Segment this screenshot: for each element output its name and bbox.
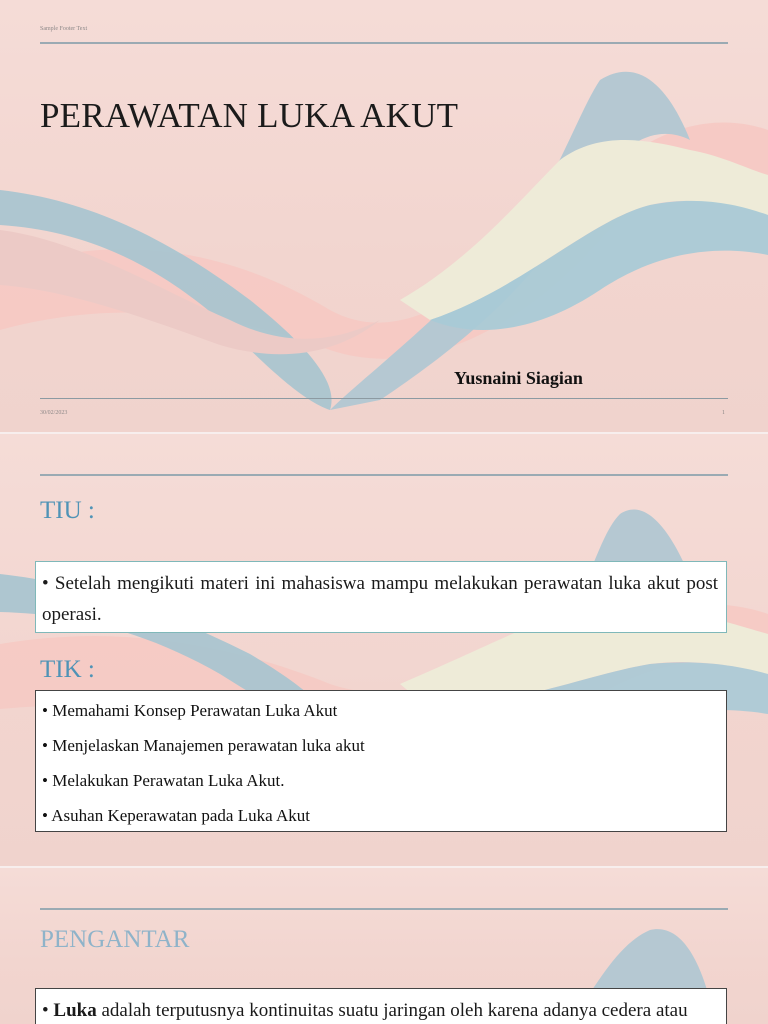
slide-2 xyxy=(0,434,768,866)
tiu-box xyxy=(35,561,727,633)
footer-text: Sample Footer Text xyxy=(40,26,88,32)
tik-item-text: Asuhan Keperawatan pada Luka Akut xyxy=(51,806,310,825)
bottom-divider xyxy=(40,398,728,399)
top-divider xyxy=(40,474,728,476)
tiu-bullet: • Setelah mengikuti materi ini mahasiswa mampu melakukan perawatan luka akut post operasi. xyxy=(42,573,718,625)
pengantar-box xyxy=(35,988,727,1024)
tik-item: • Asuhan Keperawatan pada Luka Akut xyxy=(42,806,310,825)
tik-box xyxy=(35,690,727,832)
tik-item-text: Menjelaskan Manajemen perawatan luka akut xyxy=(52,736,365,755)
pengantar-heading: PENGANTAR xyxy=(40,926,190,953)
tik-item: • Melakukan Perawatan Luka Akut. xyxy=(42,771,285,790)
tik-item: • Menjelaskan Manajemen perawatan luka akut xyxy=(42,736,365,755)
pengantar-text: adalah terputusnya kontinuitas suatu jaringan oleh karena adanya cedera atau xyxy=(101,1000,688,1021)
top-divider xyxy=(40,908,728,910)
slide-3 xyxy=(0,868,768,1024)
tiu-heading: TIU : xyxy=(40,497,95,524)
tik-heading: TIK : xyxy=(40,656,95,683)
top-divider xyxy=(40,42,728,44)
term-luka: Luka xyxy=(53,1000,97,1021)
tik-item: • Memahami Konsep Perawatan Luka Akut xyxy=(42,701,338,720)
tik-item-text: Melakukan Perawatan Luka Akut. xyxy=(52,771,285,790)
tiu-text: Setelah mengikuti materi ini mahasiswa mampu melakukan perawatan luka akut post operasi. xyxy=(42,573,718,625)
pengantar-bullet: • Luka adalah terputusnya kontinuitas suatu jaringan oleh karena adanya cedera atau xyxy=(42,1000,688,1021)
page-number: 1 xyxy=(722,410,725,416)
tik-item-text: Memahami Konsep Perawatan Luka Akut xyxy=(52,701,338,720)
ribbon-artwork xyxy=(0,0,768,432)
author-name: Yusnaini Siagian xyxy=(454,368,583,388)
slide-1 xyxy=(0,0,768,432)
slide-title: PERAWATAN LUKA AKUT xyxy=(40,96,459,135)
slide-date: 30/02/2023 xyxy=(40,410,68,416)
